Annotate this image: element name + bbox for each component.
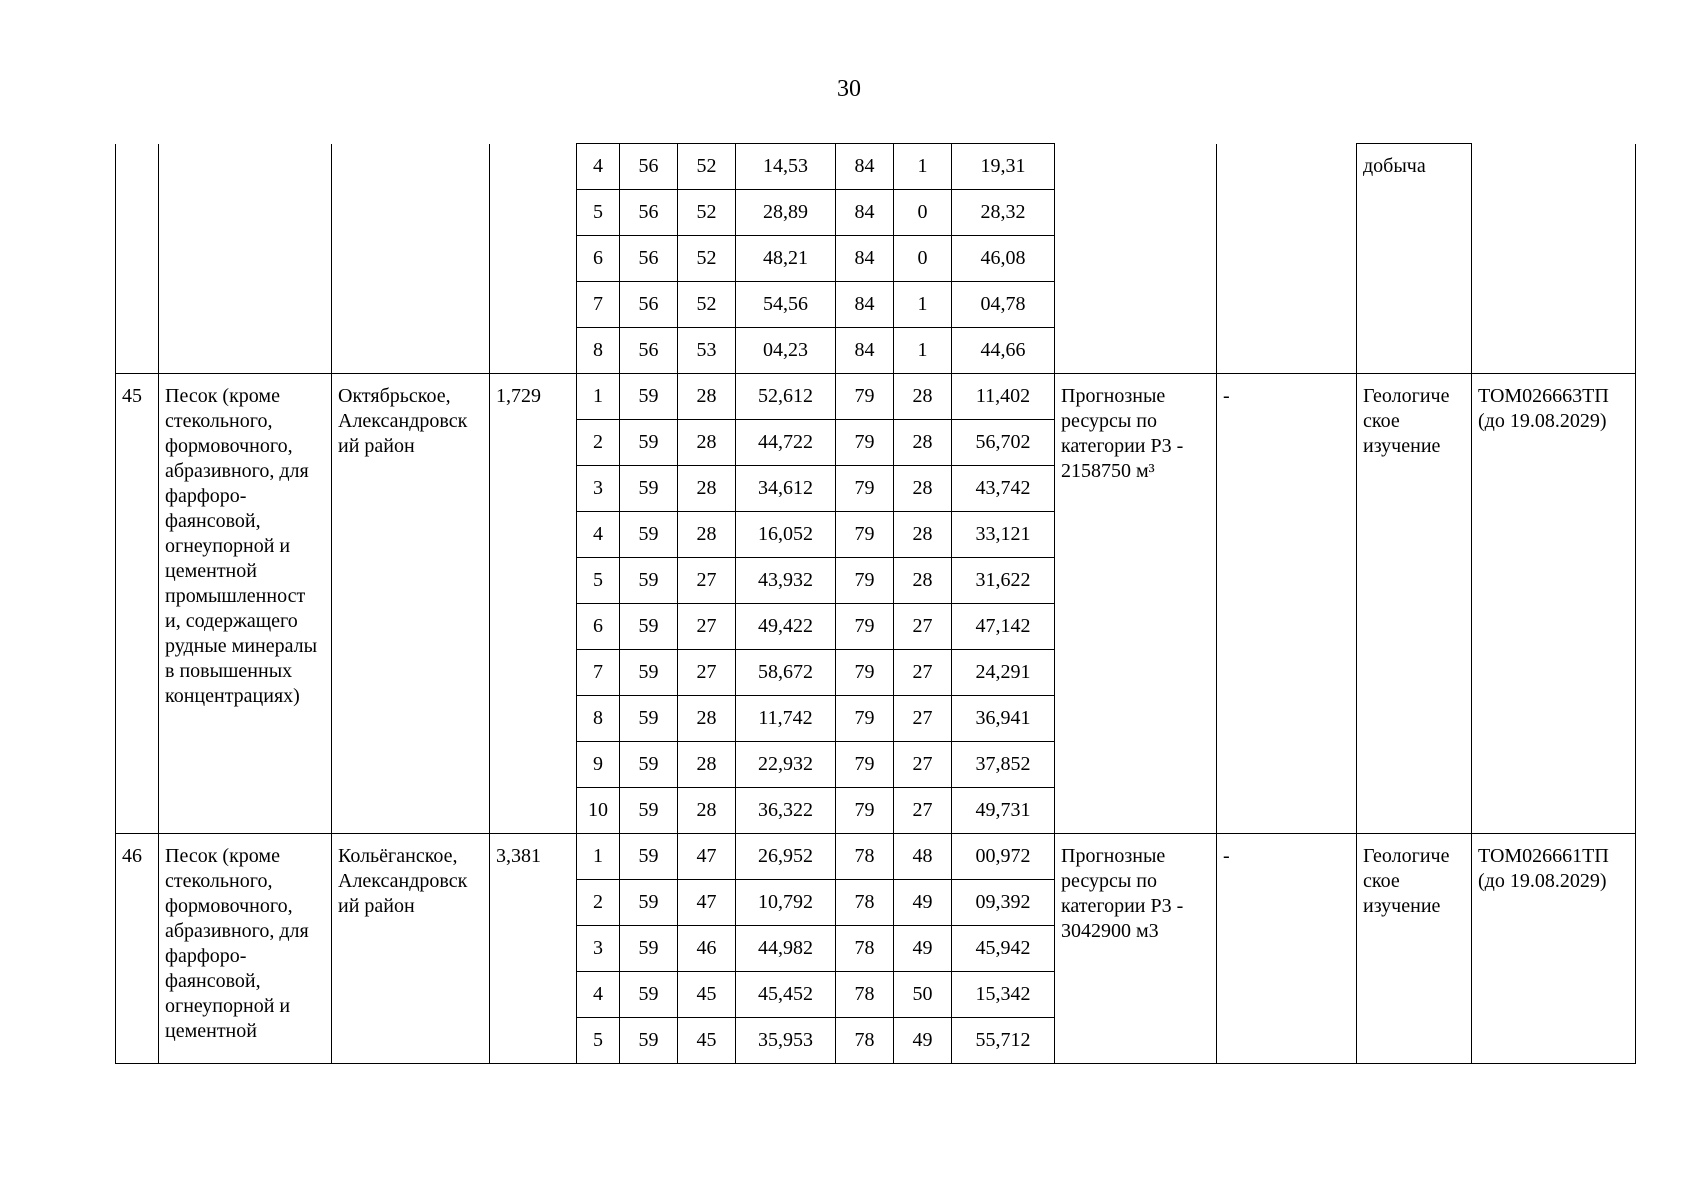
lon-seconds: 43,742 xyxy=(952,466,1055,512)
point-number: 4 xyxy=(577,972,620,1018)
lon-seconds: 47,142 xyxy=(952,604,1055,650)
lon-seconds: 15,342 xyxy=(952,972,1055,1018)
lat-minutes: 45 xyxy=(678,1018,736,1064)
lon-seconds: 09,392 xyxy=(952,880,1055,926)
lat-seconds: 14,53 xyxy=(736,144,836,190)
lat-seconds: 49,422 xyxy=(736,604,836,650)
lat-degrees: 59 xyxy=(620,466,678,512)
lon-minutes: 27 xyxy=(894,742,952,788)
lon-minutes: 48 xyxy=(894,834,952,880)
lon-degrees: 79 xyxy=(836,512,894,558)
lon-minutes: 49 xyxy=(894,1018,952,1064)
lon-minutes: 28 xyxy=(894,512,952,558)
point-number: 3 xyxy=(577,926,620,972)
lat-degrees: 59 xyxy=(620,558,678,604)
lon-degrees: 84 xyxy=(836,282,894,328)
lon-degrees: 79 xyxy=(836,696,894,742)
lon-minutes: 28 xyxy=(894,374,952,420)
point-number: 2 xyxy=(577,420,620,466)
lat-minutes: 28 xyxy=(678,788,736,834)
lon-minutes: 0 xyxy=(894,190,952,236)
reserves-cell: - xyxy=(1217,834,1357,1064)
lon-degrees: 84 xyxy=(836,144,894,190)
lat-degrees: 59 xyxy=(620,834,678,880)
lon-seconds: 44,66 xyxy=(952,328,1055,374)
lat-minutes: 28 xyxy=(678,420,736,466)
lon-minutes: 49 xyxy=(894,926,952,972)
lon-degrees: 78 xyxy=(836,972,894,1018)
license-cell: ТОМ026663ТП (до 19.08.2029) xyxy=(1472,374,1636,834)
lon-minutes: 49 xyxy=(894,880,952,926)
lon-minutes: 1 xyxy=(894,282,952,328)
lon-degrees: 79 xyxy=(836,788,894,834)
lat-degrees: 59 xyxy=(620,420,678,466)
lat-degrees: 59 xyxy=(620,742,678,788)
lat-seconds: 52,612 xyxy=(736,374,836,420)
lat-minutes: 27 xyxy=(678,650,736,696)
lon-minutes: 0 xyxy=(894,236,952,282)
reserves-cell xyxy=(1217,144,1357,374)
point-number: 4 xyxy=(577,512,620,558)
resources-cell xyxy=(1055,144,1217,374)
lon-degrees: 78 xyxy=(836,880,894,926)
lon-degrees: 84 xyxy=(836,328,894,374)
lat-seconds: 04,23 xyxy=(736,328,836,374)
lon-seconds: 04,78 xyxy=(952,282,1055,328)
lat-degrees: 59 xyxy=(620,604,678,650)
lon-minutes: 27 xyxy=(894,650,952,696)
location-cell: Октябрьское, Александровск ий район xyxy=(332,374,490,834)
lat-degrees: 56 xyxy=(620,282,678,328)
lat-seconds: 11,742 xyxy=(736,696,836,742)
lat-minutes: 52 xyxy=(678,190,736,236)
mineral-cell xyxy=(159,144,332,374)
lat-degrees: 56 xyxy=(620,328,678,374)
license-cell: ТОМ026661ТП (до 19.08.2029) xyxy=(1472,834,1636,1064)
purpose-cell: Геологиче ское изучение xyxy=(1357,374,1472,834)
lat-seconds: 34,612 xyxy=(736,466,836,512)
lon-degrees: 79 xyxy=(836,742,894,788)
lat-seconds: 43,932 xyxy=(736,558,836,604)
lat-minutes: 28 xyxy=(678,742,736,788)
point-number: 8 xyxy=(577,696,620,742)
resources-cell: Прогнозные ресурсы по категории Р3 - 3042900 м3 xyxy=(1055,834,1217,1064)
lon-seconds: 24,291 xyxy=(952,650,1055,696)
lat-minutes: 28 xyxy=(678,512,736,558)
point-number: 7 xyxy=(577,650,620,696)
lat-minutes: 28 xyxy=(678,696,736,742)
lon-minutes: 28 xyxy=(894,420,952,466)
table-row xyxy=(116,834,1636,880)
lon-minutes: 27 xyxy=(894,604,952,650)
area-cell: 3,381 xyxy=(490,834,577,1064)
table-body xyxy=(116,144,1636,1064)
lon-seconds: 00,972 xyxy=(952,834,1055,880)
lon-minutes: 27 xyxy=(894,696,952,742)
lat-degrees: 56 xyxy=(620,190,678,236)
page-number: 30 xyxy=(837,76,861,102)
point-number: 7 xyxy=(577,282,620,328)
lat-seconds: 54,56 xyxy=(736,282,836,328)
lat-seconds: 58,672 xyxy=(736,650,836,696)
license-cell xyxy=(1472,144,1636,374)
lon-degrees: 79 xyxy=(836,420,894,466)
lat-degrees: 59 xyxy=(620,696,678,742)
purpose-cell: Геологиче ское изучение xyxy=(1357,834,1472,1064)
purpose-cell: добыча xyxy=(1357,144,1472,374)
lat-degrees: 56 xyxy=(620,236,678,282)
location-cell xyxy=(332,144,490,374)
area-cell: 1,729 xyxy=(490,374,577,834)
lat-seconds: 36,322 xyxy=(736,788,836,834)
lon-minutes: 28 xyxy=(894,558,952,604)
mineral-cell: Песок (кроме стекольного, формовочного, абразивного, для фарфоро-фаянсовой, огнеупорной и цементной промышленност и, содержащего рудные минералы в повышенных концентрациях) xyxy=(159,374,332,834)
lon-degrees: 78 xyxy=(836,1018,894,1064)
entry-number-cell xyxy=(116,144,159,374)
lat-degrees: 59 xyxy=(620,788,678,834)
resources-cell: Прогнозные ресурсы по категории Р3 - 2158750 м³ xyxy=(1055,374,1217,834)
lon-minutes: 1 xyxy=(894,328,952,374)
lon-seconds: 19,31 xyxy=(952,144,1055,190)
point-number: 5 xyxy=(577,1018,620,1064)
point-number: 6 xyxy=(577,604,620,650)
point-number: 5 xyxy=(577,558,620,604)
lat-minutes: 47 xyxy=(678,834,736,880)
lat-seconds: 44,982 xyxy=(736,926,836,972)
lon-degrees: 79 xyxy=(836,604,894,650)
lat-seconds: 48,21 xyxy=(736,236,836,282)
lon-seconds: 45,942 xyxy=(952,926,1055,972)
lat-minutes: 52 xyxy=(678,144,736,190)
lon-seconds: 36,941 xyxy=(952,696,1055,742)
point-number: 1 xyxy=(577,374,620,420)
lat-minutes: 45 xyxy=(678,972,736,1018)
lon-degrees: 84 xyxy=(836,190,894,236)
lat-degrees: 59 xyxy=(620,880,678,926)
lat-minutes: 52 xyxy=(678,282,736,328)
lon-seconds: 11,402 xyxy=(952,374,1055,420)
lon-seconds: 33,121 xyxy=(952,512,1055,558)
point-number: 5 xyxy=(577,190,620,236)
location-cell: Кольёганское, Александровск ий район xyxy=(332,834,490,1064)
lat-seconds: 26,952 xyxy=(736,834,836,880)
lat-minutes: 28 xyxy=(678,466,736,512)
table-row xyxy=(116,144,1636,190)
lon-minutes: 50 xyxy=(894,972,952,1018)
area-cell xyxy=(490,144,577,374)
point-number: 6 xyxy=(577,236,620,282)
point-number: 8 xyxy=(577,328,620,374)
lat-minutes: 27 xyxy=(678,558,736,604)
point-number: 9 xyxy=(577,742,620,788)
lon-seconds: 46,08 xyxy=(952,236,1055,282)
lon-seconds: 31,622 xyxy=(952,558,1055,604)
lon-degrees: 79 xyxy=(836,374,894,420)
lat-minutes: 52 xyxy=(678,236,736,282)
lat-degrees: 59 xyxy=(620,374,678,420)
lon-degrees: 79 xyxy=(836,466,894,512)
lon-minutes: 1 xyxy=(894,144,952,190)
lon-degrees: 78 xyxy=(836,926,894,972)
lon-minutes: 28 xyxy=(894,466,952,512)
table-row xyxy=(116,374,1636,420)
lat-seconds: 28,89 xyxy=(736,190,836,236)
lat-minutes: 53 xyxy=(678,328,736,374)
lat-seconds: 45,452 xyxy=(736,972,836,1018)
lon-seconds: 56,702 xyxy=(952,420,1055,466)
lat-degrees: 59 xyxy=(620,926,678,972)
lon-degrees: 79 xyxy=(836,558,894,604)
point-number: 4 xyxy=(577,144,620,190)
lat-seconds: 10,792 xyxy=(736,880,836,926)
lat-minutes: 28 xyxy=(678,374,736,420)
entry-number-cell: 46 xyxy=(116,834,159,1064)
lon-minutes: 27 xyxy=(894,788,952,834)
reserves-cell: - xyxy=(1217,374,1357,834)
mineral-cell: Песок (кроме стекольного, формовочного, абразивного, для фарфоро-фаянсовой, огнеупорной и цементной xyxy=(159,834,332,1064)
lon-degrees: 84 xyxy=(836,236,894,282)
lat-degrees: 59 xyxy=(620,512,678,558)
lon-seconds: 49,731 xyxy=(952,788,1055,834)
lat-seconds: 16,052 xyxy=(736,512,836,558)
lat-seconds: 44,722 xyxy=(736,420,836,466)
registry-table xyxy=(115,143,1636,1064)
lon-seconds: 55,712 xyxy=(952,1018,1055,1064)
point-number: 1 xyxy=(577,834,620,880)
lon-degrees: 78 xyxy=(836,834,894,880)
lat-seconds: 35,953 xyxy=(736,1018,836,1064)
lat-minutes: 27 xyxy=(678,604,736,650)
lat-degrees: 59 xyxy=(620,972,678,1018)
entry-number-cell: 45 xyxy=(116,374,159,834)
lat-seconds: 22,932 xyxy=(736,742,836,788)
lon-degrees: 79 xyxy=(836,650,894,696)
lon-seconds: 37,852 xyxy=(952,742,1055,788)
lat-degrees: 56 xyxy=(620,144,678,190)
lat-minutes: 46 xyxy=(678,926,736,972)
point-number: 2 xyxy=(577,880,620,926)
lat-degrees: 59 xyxy=(620,650,678,696)
lat-minutes: 47 xyxy=(678,880,736,926)
point-number: 10 xyxy=(577,788,620,834)
lat-degrees: 59 xyxy=(620,1018,678,1064)
lon-seconds: 28,32 xyxy=(952,190,1055,236)
point-number: 3 xyxy=(577,466,620,512)
